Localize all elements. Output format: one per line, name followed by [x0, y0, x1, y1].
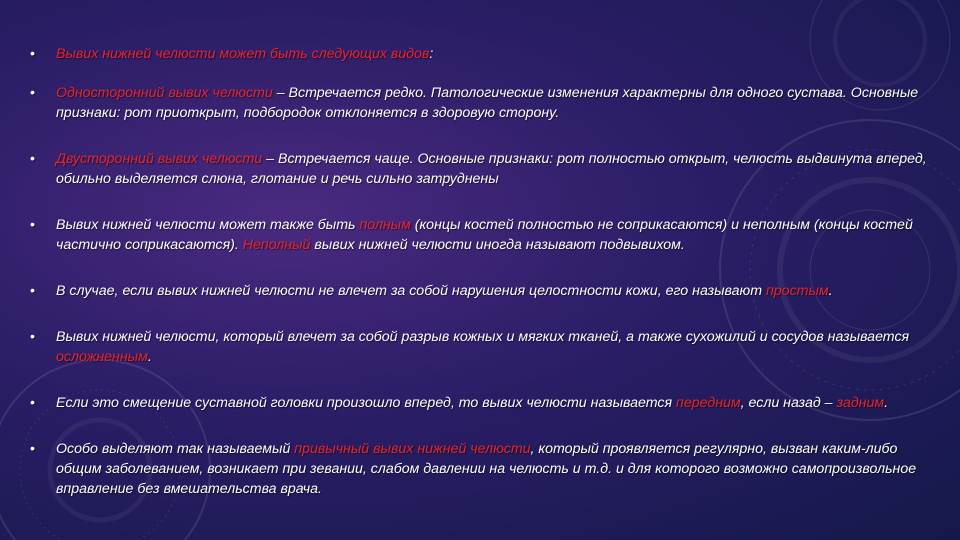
bullet-text: Вывих нижней челюсти, который влечет за собой разрыв кожных и мягких тканей, а также сухожилий и сосудов называется — [56, 329, 910, 345]
bullet-text: – Встречается чаще. Основные признаки: рот полностью открыт, челюсть выдвинута вперед, обильно выделяется слюна, глотание и речь сильно затруднены — [56, 151, 927, 187]
highlighted-term: привычный вывих нижней челюсти — [294, 441, 531, 457]
bullet-item — [30, 327, 935, 367]
highlighted-term: простым — [765, 283, 829, 299]
bullet-text: Вывих нижней челюсти может также быть — [56, 217, 360, 233]
slide-bullet-list — [30, 44, 935, 525]
bullet-text: Если это смещение суставной головки произошло вперед, то вывих челюсти называется — [56, 395, 677, 411]
bullet-dot-icon: • — [30, 217, 35, 233]
bullet-text: . — [147, 349, 152, 365]
bullet-text: : — [429, 46, 434, 62]
highlighted-term: Неполный — [242, 237, 311, 253]
bullet-text: , который проявляется регулярно, вызван каким-либо общим заболеванием, возникает при зевании, слабом давлении на челюсть и т.д. и для которого возможно самопроизвольное вправление без вмешательства врача. — [56, 441, 917, 497]
bullet-item — [30, 393, 935, 413]
bullet-text: Особо выделяют так называемый — [56, 441, 295, 457]
bullet-item — [30, 83, 935, 123]
highlighted-term: Односторонний вывих челюсти — [56, 85, 273, 101]
bullet-text: – Встречается редко. Патологические изменения характерны для одного сустава. Основные признаки: рот приоткрыт, подбородок отклоняется в здоровую сторону. — [56, 85, 919, 121]
bullet-item — [30, 44, 935, 64]
highlighted-term: передним — [676, 395, 741, 411]
highlighted-term: Вывих нижней челюсти может быть следующих видов — [56, 46, 430, 62]
bullet-item — [30, 215, 935, 255]
bullet-dot-icon: • — [30, 85, 35, 101]
bullet-item — [30, 439, 935, 499]
highlighted-term: Двусторонний вывих челюсти — [56, 151, 263, 167]
bullet-dot-icon: • — [30, 151, 35, 167]
bullet-text: . — [884, 395, 889, 411]
bullet-dot-icon: • — [30, 283, 35, 299]
highlighted-term: полным — [359, 217, 411, 233]
bullet-dot-icon: • — [30, 395, 35, 411]
bullet-text: , если назад – — [740, 395, 837, 411]
bullet-text: В случае, если вывих нижней челюсти не влечет за собой нарушения целостности кожи, его называют — [56, 283, 766, 299]
bullet-text: (концы костей полностью не соприкасаются) и неполным (концы костей частично соприкасаются). — [56, 217, 913, 253]
highlighted-term: осложненным — [56, 349, 148, 365]
bullet-item — [30, 149, 935, 189]
highlighted-term: задним — [836, 395, 885, 411]
bullet-dot-icon: • — [30, 329, 35, 345]
bullet-dot-icon: • — [30, 46, 35, 62]
bullet-text: вывих нижней челюсти иногда называют подвывихом. — [310, 237, 685, 253]
bullet-text: . — [828, 283, 833, 299]
bullet-dot-icon: • — [30, 441, 35, 457]
bullet-item — [30, 281, 935, 301]
